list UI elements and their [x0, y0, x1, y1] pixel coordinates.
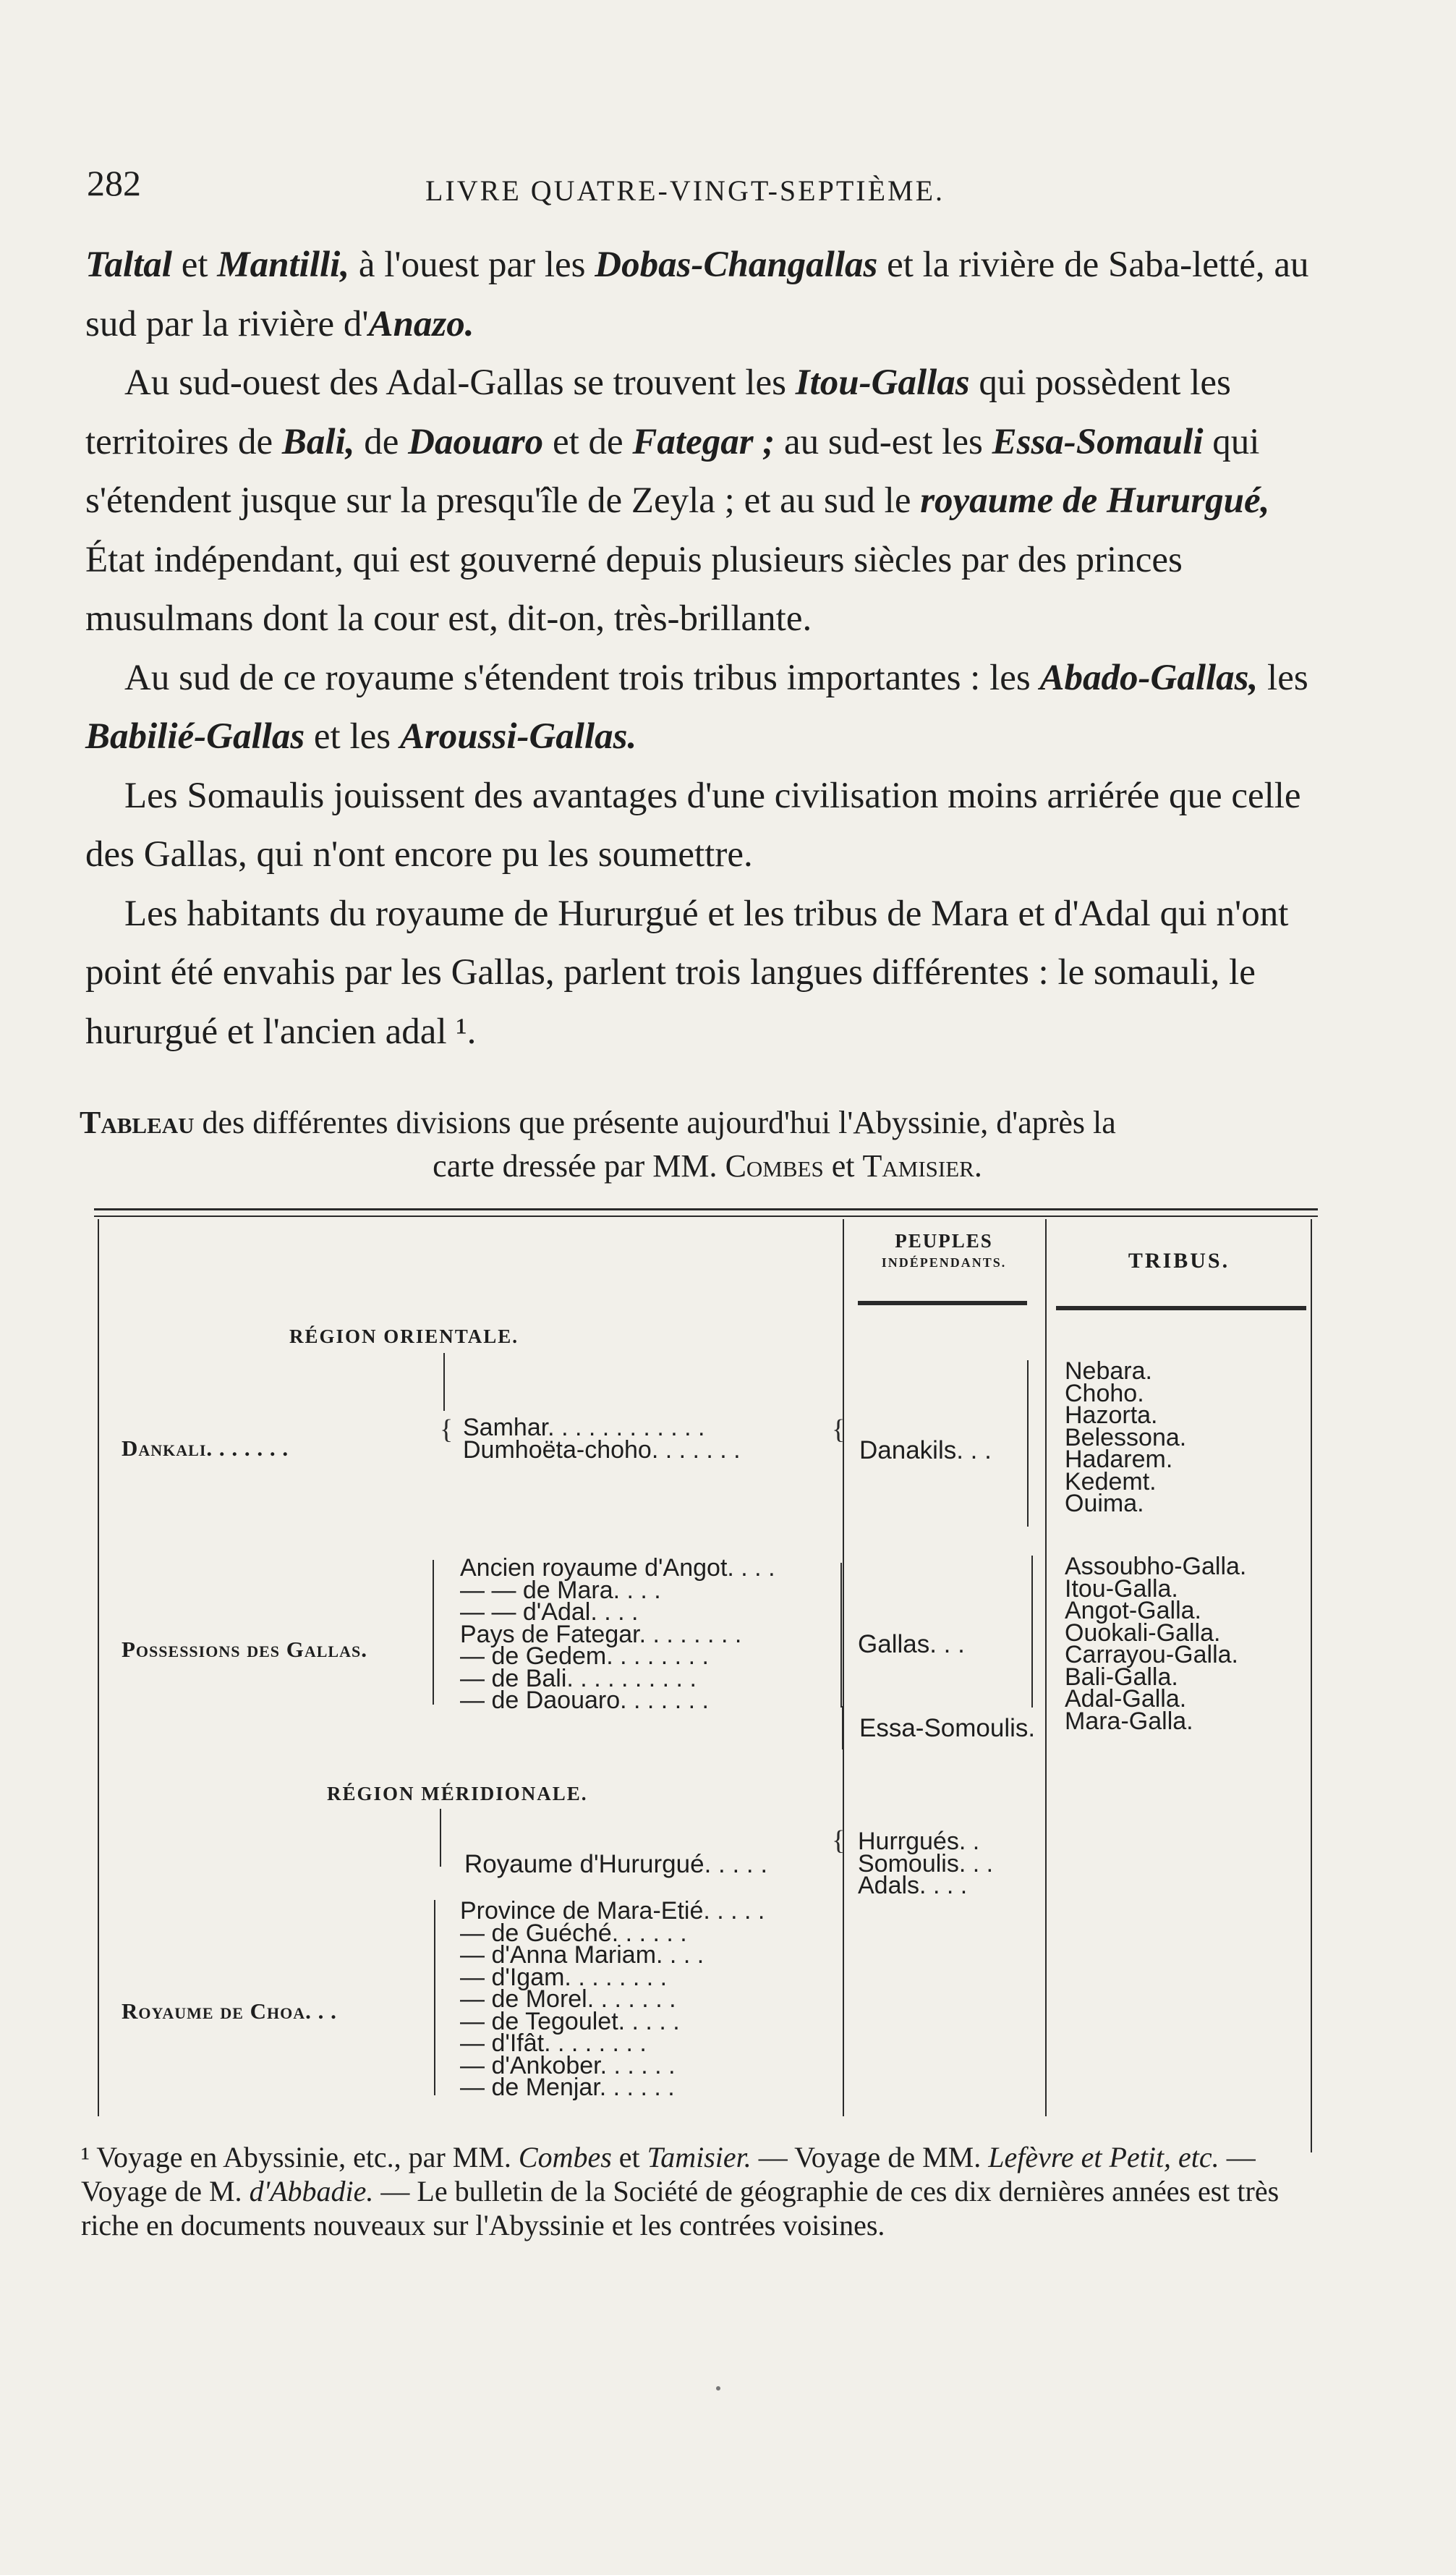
dankali-label: Dankali. . . . . . . [122, 1435, 289, 1461]
paragraph [85, 354, 1334, 649]
tribu: Adal-Galla. [1065, 1685, 1187, 1713]
footnote [81, 2140, 1340, 2242]
running-head: LIVRE QUATRE-VINGT-SEPTIÈME. [425, 174, 945, 207]
peuple: Hurrgués. . [858, 1828, 980, 1855]
footnote-marker: ¹ [81, 2141, 90, 2173]
gallas-tribus-bracket [1031, 1556, 1042, 1708]
italic-term: Anazo. [368, 303, 474, 344]
body-text [85, 236, 1334, 1061]
hururgue-connector [440, 1809, 441, 1867]
tribu: Angot-Galla. [1065, 1597, 1201, 1624]
dankali-items [463, 1414, 741, 1464]
italic-term: royaume de Hururgué, [920, 480, 1270, 521]
footnote-italic: d'Abbadie. [249, 2175, 374, 2207]
gallas-peuple: Gallas. . . [858, 1630, 965, 1658]
paragraph [85, 767, 1334, 885]
italic-term: Mantilli, [217, 245, 350, 285]
gallas-bracket [433, 1560, 444, 1705]
choa-item: — de Guéché. . . . . . [460, 1919, 687, 1947]
col-header-tribus: TRIBUS. [1128, 1249, 1230, 1273]
italic-term: Dobas-Changallas [595, 245, 878, 285]
gallas-right-bracket [832, 1563, 842, 1708]
gallas-tribus [1065, 1553, 1247, 1735]
text-run: qui possèdent les territoires de [85, 362, 1231, 462]
text-run: Les Somaulis jouissent des avantages d'une civilisation moins arriérée que celle des Gallas, qui n'ont encore pu les soumettre. [85, 775, 1301, 875]
tribu: Ouokali-Galla. [1065, 1619, 1221, 1647]
footnote-text: — Le bulletin de la Société de géographie de ces dix dernières années est très riche en documents nouveaux sur l'Abyssinie et les contrées voisines. [81, 2175, 1280, 2241]
text-run: les [1258, 657, 1308, 698]
choa-items [460, 1897, 765, 2101]
gallas-label: Possessions des Gallas. [122, 1637, 367, 1662]
peuple: Adals. . . . [858, 1872, 968, 1899]
peuples-header-rule [858, 1301, 1027, 1305]
danakils-tribus-bracket [1027, 1360, 1037, 1527]
italic-term: Aroussi-Gallas. [399, 716, 637, 757]
stray-dot [716, 2386, 720, 2391]
italic-term: Abado-Gallas, [1039, 657, 1259, 698]
text-run: et [171, 245, 218, 285]
text-run: Les habitants du royaume de Hururgué et les tribus de Mara et d'Adal qui n'ont point été envahis par les Gallas, parlent trois langues différentes : le somauli, le hururgué et l'ancien adal ¹. [85, 893, 1289, 1052]
gallas-items [460, 1554, 775, 1714]
footnote-text: et [611, 2141, 647, 2173]
choa-label: Royaume de Choa. . . [122, 1998, 337, 2024]
table-top-rule-2 [94, 1216, 1318, 1217]
essa-peuple: Essa-Somoulis. [859, 1714, 1036, 1742]
tribu: Itou-Galla. [1065, 1574, 1178, 1603]
choa-item: Province de Mara-Etié. . . . . [460, 1897, 765, 1925]
tribu: Assoubho-Galla. [1065, 1553, 1247, 1580]
tribu: Hazorta. [1065, 1401, 1158, 1429]
table-col-rule-1 [843, 1219, 844, 2116]
caption-et: et [823, 1148, 863, 1184]
text-run: État indépendant, qui est gouverné depuis plusieurs siècles par des princes musulmans dont la cour est, dit-on, très-brillante. [85, 539, 1183, 639]
footnote-italic: Lefèvre et Petit, etc. [988, 2141, 1219, 2173]
italic-term: Fategar ; [632, 421, 775, 462]
footnote-text: — Voyage de M. [81, 2141, 1256, 2207]
paragraph [85, 649, 1334, 767]
dankali-brace: { [440, 1414, 454, 1445]
tribu: Choho. [1065, 1379, 1144, 1407]
gallas-item: — de Gedem. . . . . . . . [460, 1642, 709, 1670]
text-run: au sud-est les [775, 421, 992, 462]
footnote-text: Voyage en Abyssinie, etc., par MM. [90, 2141, 519, 2173]
table-col-rule-2 [1045, 1219, 1047, 2116]
tribu: Carrayou-Galla. [1065, 1641, 1238, 1668]
caption-line2 [80, 1145, 1335, 1188]
region-orientale-heading: RÉGION ORIENTALE. [289, 1325, 519, 1347]
hururgue-peuples [858, 1828, 994, 1899]
tribu: Belessona. [1065, 1423, 1187, 1451]
gallas-item: — — d'Adal. . . . [460, 1598, 639, 1626]
text-run: à l'ouest par les [349, 245, 595, 285]
tribu: Nebara. [1065, 1357, 1152, 1385]
footnote-text: — Voyage de MM. [751, 2141, 989, 2173]
choa-item: — d'Ankober. . . . . . [460, 2051, 676, 2079]
italic-term: Essa-Somauli [992, 421, 1204, 462]
choa-item: — de Menjar. . . . . . [460, 2074, 675, 2101]
dankali-item: Dumhoëta-choho. . . . . . . [463, 1435, 741, 1464]
gallas-item: — — de Mara. . . . [460, 1576, 661, 1604]
region-meridionale-heading: RÉGION MÉRIDIONALE. [327, 1783, 588, 1804]
text-run: et de [543, 421, 633, 462]
caption-tamisier: Tamisier. [862, 1148, 982, 1184]
paragraph [85, 885, 1334, 1062]
paragraph [85, 236, 1334, 354]
gallas-item: Pays de Fategar. . . . . . . . [460, 1620, 742, 1648]
text-run: qui s'étendent jusque sur la presqu'île de Zeyla ; et au sud le [85, 421, 1260, 521]
danakils-tribus [1065, 1357, 1187, 1517]
tribu: Ouima. [1065, 1490, 1144, 1517]
dankali-item: Samhar. . . . . . . . . . . . [463, 1414, 705, 1441]
tribu: Bali-Galla. [1065, 1663, 1178, 1691]
hururgue-item: Royaume d'Hururgué. . . . . [464, 1850, 768, 1878]
table-right-rule [1311, 1219, 1312, 2152]
tribus-header-rule [1056, 1306, 1306, 1310]
page-number: 282 [87, 163, 141, 203]
tribu: Hadarem. [1065, 1446, 1173, 1473]
choa-item: — de Morel. . . . . . . [460, 1985, 676, 2013]
tribu: Kedemt. [1065, 1467, 1157, 1496]
text-run: Au sud de ce royaume s'étendent trois tribus importantes : les [124, 657, 1040, 698]
italic-term: Itou-Gallas [795, 362, 970, 403]
choa-item: — d'Anna Mariam. . . . [460, 1941, 704, 1969]
caption-tableau: Tableau [80, 1105, 195, 1140]
caption-combes: Combes [725, 1148, 824, 1184]
gallas-item: Ancien royaume d'Angot. . . . [460, 1554, 775, 1582]
choa-item: — d'Igam. . . . . . . . [460, 1963, 668, 1991]
text-run: de [354, 421, 409, 462]
table-top-rule [94, 1208, 1318, 1210]
danakils-peuple: Danakils. . . [859, 1436, 992, 1464]
hururgue-brace: { [832, 1825, 846, 1856]
footnote-italic: Tamisier. [647, 2141, 752, 2173]
gallas-item: — de Bali. . . . . . . . . . [460, 1664, 697, 1692]
gallas-item: — de Daouaro. . . . . . . [460, 1687, 709, 1714]
peuple: Somoulis. . . [858, 1849, 994, 1878]
choa-item: — de Tegoulet. . . . . [460, 2007, 680, 2035]
tribu: Mara-Galla. [1065, 1707, 1193, 1735]
table-left-rule [98, 1219, 99, 2116]
italic-term: Daouaro [408, 421, 544, 462]
text-run: et la rivière de Saba-letté, au sud par la rivière d' [85, 245, 1309, 344]
footnote-italic: Combes [518, 2141, 612, 2173]
text-run: Au sud-ouest des Adal-Gallas se trouvent les [124, 362, 796, 403]
essa-connector [842, 1706, 843, 1749]
danakils-brace: { [832, 1414, 846, 1445]
table-caption [80, 1101, 1335, 1188]
text-run: et les [305, 716, 400, 757]
caption-line2-prefix: carte dressée par MM. [433, 1148, 725, 1184]
col-header-peuples [846, 1230, 1042, 1273]
col-peuples-sub: INDÉPENDANTS. [881, 1255, 1007, 1270]
italic-term: Bali, [281, 421, 355, 462]
choa-item: — d'Ifât. . . . . . . . [460, 2029, 647, 2057]
dankali-connector [443, 1353, 445, 1411]
italic-term: Babilié-Gallas [85, 716, 305, 757]
caption-text: des différentes divisions que présente aujourd'hui l'Abyssinie, d'après la [194, 1105, 1116, 1140]
col-peuples-label: PEUPLES [895, 1230, 993, 1252]
choa-bracket [434, 1900, 446, 2095]
italic-term: Taltal [85, 245, 172, 285]
